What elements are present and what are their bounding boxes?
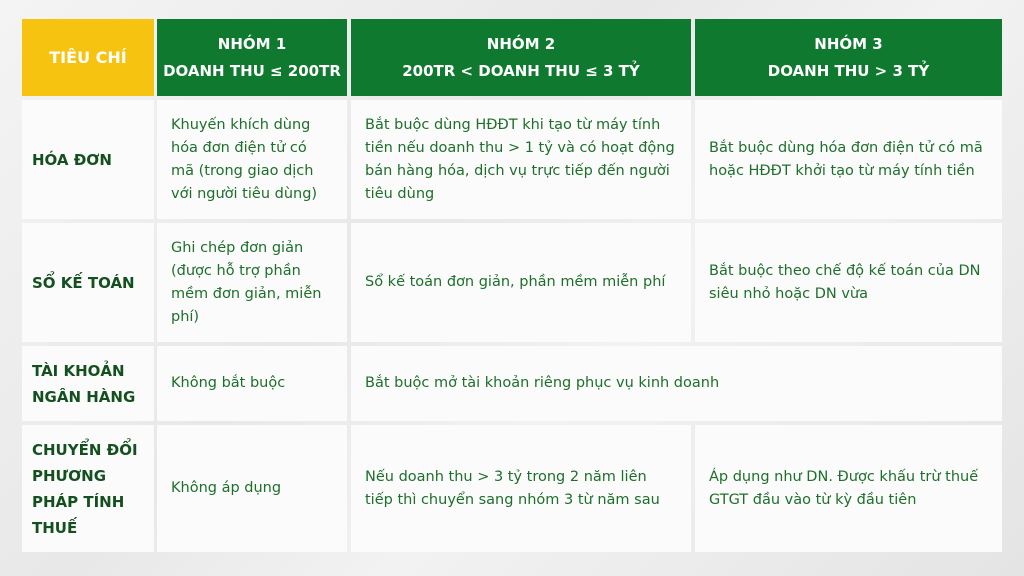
- row-tax-method-group-3: [695, 425, 1002, 552]
- row-invoice-group-2-text: Bắt buộc dùng HĐĐT khi tạo từ máy tính tiền nếu doanh thu > 1 tỷ và có hoạt động bán hàng hóa, dịch vụ trực tiếp đến người tiêu dùng: [365, 116, 675, 202]
- header-group-3-title: NHÓM 3: [814, 34, 883, 53]
- row-invoice-group-3: [695, 100, 1002, 219]
- row-invoice-criteria: [22, 100, 154, 219]
- row-accounting-group-1-text: Ghi chép đơn giản (được hỗ trợ phần mềm đơn giản, miễn phí): [171, 239, 322, 325]
- row-bank-group-2-3: [351, 346, 1002, 421]
- row-accounting-group-2: [351, 223, 691, 342]
- row-tax-method-criteria-label: CHUYỂN ĐỔI PHƯƠNG PHÁP TÍNH THUẾ: [32, 440, 138, 537]
- row-bank-group-1: [157, 346, 347, 421]
- row-tax-method-group-2: [351, 425, 691, 552]
- header-criteria-label: TIÊU CHÍ: [49, 48, 127, 67]
- row-tax-method-group-2-text: Nếu doanh thu > 3 tỷ trong 2 năm liên tiếp thì chuyển sang nhóm 3 từ năm sau: [365, 468, 660, 508]
- row-bank-group-1-text: Không bắt buộc: [171, 375, 286, 391]
- row-tax-method-group-3-text: Áp dụng như DN. Được khấu trừ thuế GTGT đầu vào từ kỳ đầu tiên: [709, 468, 979, 508]
- row-invoice-group-1-text: Khuyến khích dùng hóa đơn điện tử có mã (trong giao dịch với người tiêu dùng): [171, 116, 318, 202]
- row-bank-criteria-label: TÀI KHOẢN NGÂN HÀNG: [32, 361, 136, 406]
- row-invoice-group-2: [351, 100, 691, 219]
- row-accounting-group-3: [695, 223, 1002, 342]
- row-invoice-group-1: [157, 100, 347, 219]
- header-group-1: [157, 19, 347, 96]
- header-group-2-range: 200TR < DOANH THU ≤ 3 TỶ: [402, 61, 640, 80]
- row-bank-group-2-3-text: Bắt buộc mở tài khoản riêng phục vụ kinh doanh: [365, 375, 720, 391]
- row-tax-method-group-1: [157, 425, 347, 552]
- header-criteria: [22, 19, 154, 96]
- row-invoice-criteria-label: HÓA ĐƠN: [32, 150, 112, 169]
- header-group-2-title: NHÓM 2: [486, 34, 556, 53]
- row-accounting-criteria-label: SỔ KẾ TOÁN: [32, 273, 135, 292]
- row-tax-method-group-1-text: Không áp dụng: [171, 480, 282, 496]
- row-accounting-group-3-text: Bắt buộc theo chế độ kế toán của DN siêu nhỏ hoặc DN vừa: [709, 262, 981, 302]
- header-group-1-title: NHÓM 1: [217, 34, 287, 53]
- row-invoice-group-3-text: Bắt buộc dùng hóa đơn điện tử có mã hoặc HĐĐT khởi tạo từ máy tính tiền: [709, 139, 983, 179]
- header-group-1-range: DOANH THU ≤ 200TR: [163, 61, 341, 80]
- row-accounting-criteria: [22, 223, 154, 342]
- header-group-3: [695, 19, 1002, 96]
- row-accounting-group-2-text: Sổ kế toán đơn giản, phần mềm miễn phí: [365, 274, 666, 290]
- row-bank-criteria: [22, 346, 154, 421]
- row-tax-method-criteria: [22, 425, 154, 552]
- header-group-3-range: DOANH THU > 3 TỶ: [767, 61, 930, 80]
- row-accounting-group-1: [157, 223, 347, 342]
- header-group-2: [351, 19, 691, 96]
